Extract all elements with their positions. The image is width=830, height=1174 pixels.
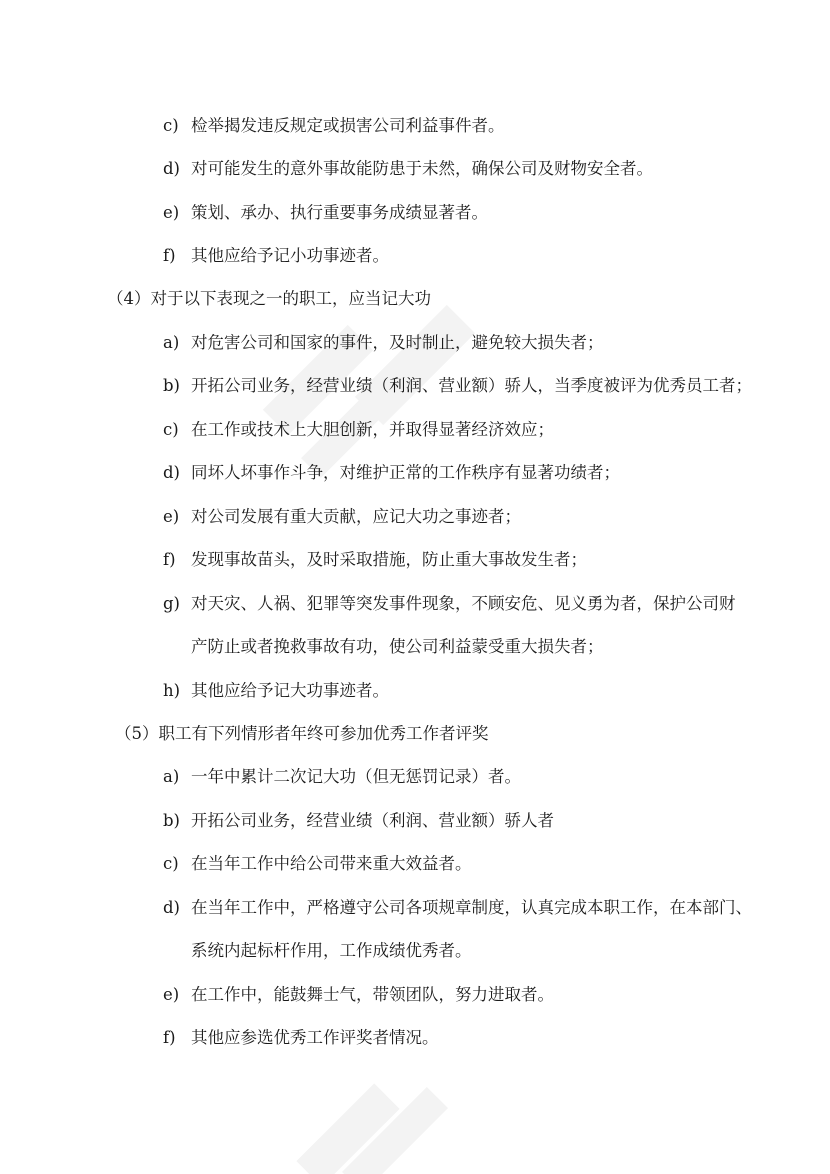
- list-marker: d): [163, 159, 180, 178]
- list-item: [163, 375, 752, 397]
- section-heading: （5）职工有下列情形者年终可参加优秀工作者评奖: [115, 724, 489, 743]
- list-item-text: 同坏人坏事作斗争，对维护正常的工作秩序有显著功绩者；: [191, 463, 620, 482]
- list-item-text: 其他应参选优秀工作评奖者情况。: [191, 1028, 439, 1047]
- list-item-continuation: 系统内起标杆作用，工作成绩优秀者。: [191, 941, 472, 960]
- list-item: [163, 984, 554, 1006]
- list-marker: f): [163, 550, 176, 569]
- list-item: [163, 245, 389, 267]
- list-marker: a): [163, 333, 180, 352]
- list-marker: c): [163, 116, 179, 135]
- list-marker: a): [163, 767, 180, 786]
- list-marker: b): [163, 811, 180, 830]
- list-marker: c): [163, 420, 179, 439]
- section-heading: （4）对于以下表现之一的职工，应当记大功: [107, 289, 431, 308]
- list-item: [163, 853, 472, 875]
- list-item-text: 其他应给予记大功事迹者。: [191, 681, 389, 700]
- list-item: [163, 1027, 439, 1049]
- list-item: [163, 766, 521, 788]
- list-marker: f): [163, 1028, 176, 1047]
- list-item-text: 其他应给予记小功事迹者。: [191, 246, 389, 265]
- list-item-text: 对可能发生的意外事故能防患于未然，确保公司及财物安全者。: [191, 159, 653, 178]
- list-item: [163, 419, 554, 441]
- list-item-text: 开拓公司业务，经营业绩（利润、营业额）骄人，当季度被评为优秀员工者；: [191, 376, 752, 395]
- list-marker: f): [163, 246, 176, 265]
- list-marker: h): [163, 681, 181, 700]
- list-item: [163, 202, 488, 224]
- list-item-text: 在当年工作中，严格遵守公司各项规章制度，认真完成本职工作，在本部门、: [191, 898, 752, 917]
- list-item: [163, 332, 604, 354]
- list-item-text: 开拓公司业务，经营业绩（利润、营业额）骄人者: [191, 811, 554, 830]
- list-item-text: 发现事故苗头，及时采取措施，防止重大事故发生者；: [191, 550, 587, 569]
- list-marker: e): [163, 203, 180, 222]
- list-item: [163, 810, 554, 832]
- list-marker: d): [163, 463, 180, 482]
- list-item: [163, 593, 736, 615]
- list-item-text: 对天灾、人祸、犯罪等突发事件现象，不顾安危、见义勇为者，保护公司财: [191, 594, 736, 613]
- list-item-text: 一年中累计二次记大功（但无惩罚记录）者。: [191, 767, 521, 786]
- list-item-text: 检举揭发违反规定或损害公司利益事件者。: [191, 116, 505, 135]
- list-marker: g): [163, 594, 180, 613]
- list-item: [163, 897, 752, 919]
- list-marker: e): [163, 985, 180, 1004]
- list-item: [163, 462, 620, 484]
- list-item-text: 在当年工作中给公司带来重大效益者。: [191, 854, 472, 873]
- list-item-text: 在工作或技术上大胆创新，并取得显著经济效应；: [191, 420, 554, 439]
- list-item: [163, 506, 521, 528]
- list-marker: e): [163, 507, 180, 526]
- list-marker: c): [163, 854, 179, 873]
- list-item-continuation: 产防止或者挽救事故有功，使公司利益蒙受重大损失者；: [191, 637, 604, 656]
- list-marker: b): [163, 376, 180, 395]
- list-item: [163, 549, 587, 571]
- list-item: [163, 158, 653, 180]
- list-marker: d): [163, 898, 180, 917]
- list-item-text: 对危害公司和国家的事件，及时制止，避免较大损失者；: [191, 333, 604, 352]
- list-item-text: 在工作中，能鼓舞士气，带领团队，努力进取者。: [191, 985, 554, 1004]
- list-item-text: 策划、承办、执行重要事务成绩显著者。: [191, 203, 488, 222]
- list-item-text: 对公司发展有重大贡献，应记大功之事迹者；: [191, 507, 521, 526]
- list-item: [163, 115, 505, 137]
- list-item: [163, 680, 389, 702]
